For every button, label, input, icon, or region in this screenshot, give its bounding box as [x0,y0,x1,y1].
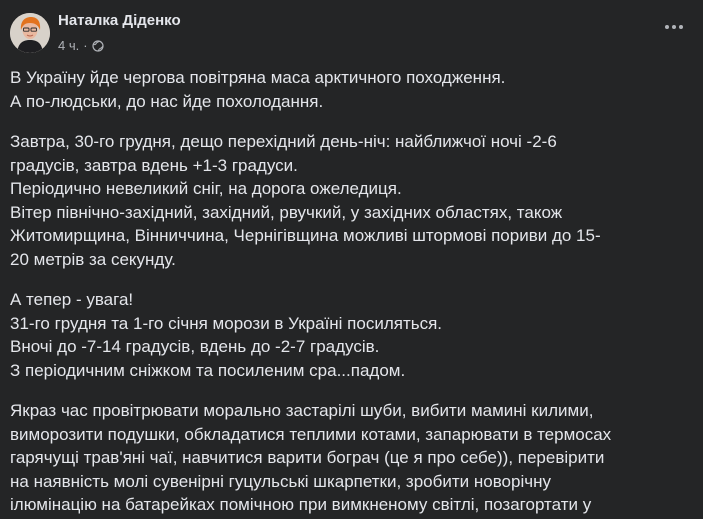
post-paragraph-3 [10,288,689,382]
post-line: Вночі до -7-14 градусів, вдень до -2-7 градусів. [10,337,380,356]
post-text [10,66,689,519]
more-options-button[interactable] [659,16,689,38]
post-line: на наявність молі сувенірні гуцульські шкарпетки, зробити новорічну [10,471,551,491]
post-paragraph-1 [10,66,689,113]
globe-icon[interactable] [92,40,104,52]
post-line: Якраз час провітрювати морально застарілі шуби, вибити мамині килими, [10,401,594,420]
more-horizontal-icon [664,24,684,30]
post-meta [58,38,104,53]
post-line: градусів, завтра вдень +1-3 градуси. [10,155,298,175]
post-line: З періодичним сніжком та посиленим сра...падом. [10,360,406,380]
post-line: Завтра, 30-го грудня, дещо перехідний день-ніч: найближчої ночі -2-6 [10,132,557,151]
post-line: Вітер північно-західний, західний, рвучкий, у західних областях, також [10,202,563,222]
meta-separator: · [83,38,88,53]
post-line: 31-го грудня та 1-го січня морози в Україні посиляться. [10,313,443,333]
post-line: гарячущі трав'яні чаї, навчитися варити бограч (це я про себе)), перевірити [10,448,605,467]
avatar-image [10,13,50,53]
post-line: А по-людськи, до нас йде похолодання. [10,91,324,111]
author-avatar[interactable] [10,13,50,53]
author-name[interactable]: Наталка Діденко [58,12,181,29]
post-time[interactable]: 4 ч. [58,38,80,53]
post-paragraph-2 [10,130,689,271]
post-line: Житомирщина, Вінниччина, Чернігівщина можливі штормові пориви до 15- [10,226,601,245]
post-header [10,10,693,58]
post-line: виморозити подушки, обкладатися теплими котами, запарювати в термосах [10,424,612,444]
post-paragraph-4 [10,399,689,517]
post-line: А тепер - увага! [10,290,134,309]
post-line: ілюмінацію на батарейках помічною при вимкненому світлі, позагортати у [10,495,592,514]
post-line: В Україну йде чергова повітряна маса арктичного походження. [10,68,506,87]
post-line: Періодично невеликий сніг, на дорога ожеледиця. [10,179,402,198]
post-line: 20 метрів за секунду. [10,249,176,269]
